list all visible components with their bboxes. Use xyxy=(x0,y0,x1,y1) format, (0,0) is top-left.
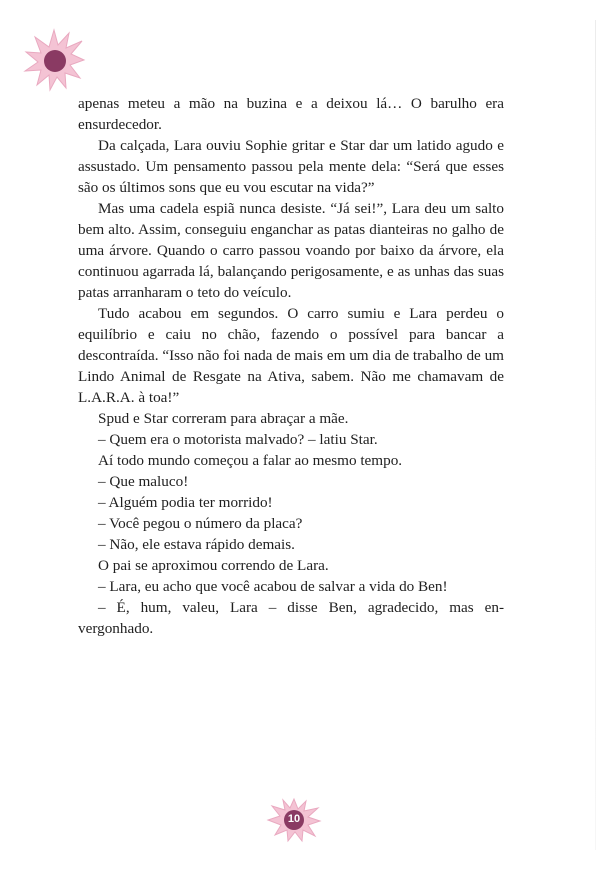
dialogue-line: – Você pegou o número da placa? xyxy=(98,515,303,532)
paragraph: Mas uma cadela espiã nunca desiste. “Já sei!”, Lara deu um salto bem alto. Assim, conseguiu enganchar as patas dianteiras no galho de uma árvore. Quando o carro passou voando por baixo da árvore, ela continuou agarrada lá, balançando perigosamente, e as unhas das suas patas arranharam o teto do veículo. xyxy=(78,200,504,301)
paragraph: Da calçada, Lara ouviu Sophie gritar e Star dar um latido agudo e assustado. Um pensamento passou pela mente dela: “Será que esses são os últimos sons que eu vou escutar na vida?” xyxy=(78,137,504,196)
body-text xyxy=(78,93,504,639)
pink-splat-icon xyxy=(22,28,86,92)
paragraph: O pai se aproximou correndo de Lara. xyxy=(98,557,329,574)
paragraph: Spud e Star correram para abraçar a mãe. xyxy=(98,410,349,427)
dialogue-line: – Alguém podia ter morrido! xyxy=(98,494,273,511)
dialogue-line: – Lara, eu acho que você acabou de salvar a vida do Ben! xyxy=(98,578,448,595)
page-gutter xyxy=(595,20,596,850)
paragraph: Aí todo mundo começou a falar ao mesmo tempo. xyxy=(98,452,403,469)
dialogue-line: – É, hum, valeu, Lara – disse Ben, agradecido, mas en-vergonhado. xyxy=(78,599,504,637)
page-number: 10 xyxy=(287,813,301,825)
dialogue-line: – Quem era o motorista malvado? – latiu Star. xyxy=(98,431,378,448)
paragraph: apenas meteu a mão na buzina e a deixou lá… O barulho era ensurdecedor. xyxy=(78,95,504,133)
page-number-badge xyxy=(266,796,322,844)
dialogue-line: – Que maluco! xyxy=(98,473,189,490)
paragraph: Tudo acabou em segundos. O carro sumiu e Lara perdeu o equilíbrio e caiu no chão, fazendo o possível para bancar a descontraída. “Isso não foi nada de mais em um dia de trabalho de um Lindo Animal de Resgate na Ativa, sabem. Não me chamavam de L.A.R.A. à toa!” xyxy=(78,305,504,406)
dialogue-line: – Não, ele estava rápido demais. xyxy=(98,536,295,553)
